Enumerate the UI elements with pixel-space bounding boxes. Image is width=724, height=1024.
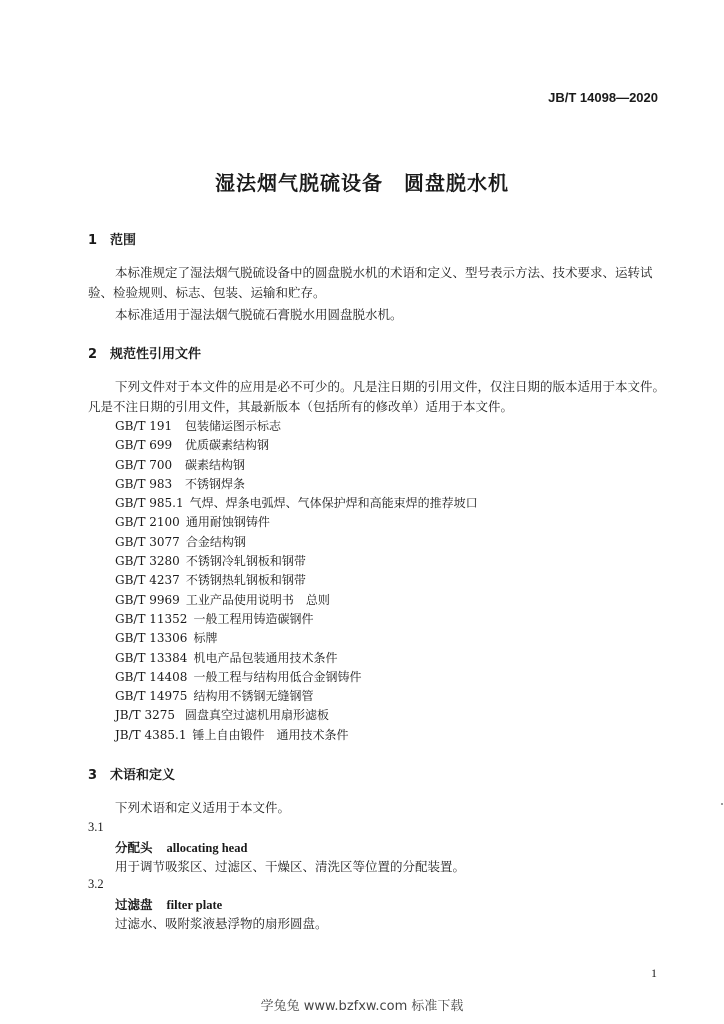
term-definition: 过滤水、吸附浆液悬浮物的扇形圆盘。: [115, 916, 328, 931]
reference-title: 气焊、焊条电弧焊、气体保护焊和高能束焊的推荐坡口: [189, 496, 478, 511]
reference-title: 工业产品使用说明书 总则: [185, 592, 330, 607]
reference-code: GB/T 11352: [115, 611, 188, 626]
term-english: allocating head: [166, 841, 248, 855]
reference-title: 合金结构钢: [185, 534, 246, 549]
reference-item: [115, 668, 478, 687]
reference-title: 优质碳素结构钢: [185, 438, 270, 453]
reference-item: [115, 417, 478, 436]
section-3-heading: [88, 764, 175, 783]
reference-item: [115, 571, 478, 590]
reference-code: GB/T 4237: [115, 573, 180, 588]
term-entry: [115, 895, 222, 913]
reference-code: GB/T 985.1: [115, 496, 184, 511]
document-title: 湿法烟气脱硫设备 圆盘脱水机: [215, 171, 509, 195]
term-number: 3.2: [88, 877, 104, 891]
reference-item: [115, 475, 478, 494]
reference-title: 锤上自由锻件 通用技术条件: [192, 727, 349, 742]
reference-code: GB/T 3280: [115, 554, 180, 569]
term-entry: [115, 838, 247, 856]
section-1-heading: [88, 229, 136, 248]
reference-code: GB/T 13384: [115, 650, 188, 665]
reference-title: 不锈钢焊条: [185, 476, 246, 491]
reference-code: GB/T 14975: [115, 689, 188, 704]
section-title: 规范性引用文件: [110, 347, 202, 362]
reference-code: GB/T 13306: [115, 631, 188, 646]
reference-item: [115, 456, 478, 475]
section-number: 2: [88, 347, 98, 362]
term-english: filter plate: [166, 898, 223, 912]
reference-title: 包装储运图示标志: [185, 419, 282, 433]
scan-speck: [721, 803, 723, 805]
reference-code: GB/T 699: [115, 438, 173, 453]
reference-item: [115, 513, 478, 532]
reference-code: GB/T 9969: [115, 592, 180, 607]
reference-code: GB/T 14408: [115, 669, 188, 684]
reference-title: 圆盘真空过滤机用扇形滤板: [185, 708, 330, 723]
reference-code: JB/T 3275: [115, 708, 176, 723]
reference-code: GB/T 700: [115, 457, 173, 472]
section-number: 3: [88, 768, 98, 783]
term-chinese: 过滤盘: [115, 897, 153, 912]
section-1-paragraph-1: 本标准规定了湿法烟气脱硫设备中的圆盘脱水机的术语和定义、型号表示方法、技术要求、运转试验、检验规则、标志、包装、运输和贮存。: [88, 265, 653, 300]
reference-item: [115, 610, 478, 629]
reference-item: [115, 649, 478, 668]
reference-code: GB/T 2100: [115, 515, 180, 530]
reference-item: [115, 533, 478, 552]
normative-references-list: [115, 417, 478, 745]
reference-item: [115, 706, 478, 725]
reference-code: JB/T 4385.1: [115, 727, 187, 742]
reference-title: 一般工程用铸造碳钢件: [193, 611, 314, 626]
reference-item: [115, 436, 478, 455]
section-title: 范围: [110, 233, 137, 248]
reference-item: [115, 591, 478, 610]
reference-item: [115, 629, 478, 648]
reference-code: GB/T 191: [115, 419, 173, 433]
section-2-heading: [88, 343, 201, 362]
reference-title: 碳素结构钢: [185, 457, 246, 472]
reference-title: 不锈钢冷轧钢板和钢带: [185, 554, 306, 569]
download-watermark: 学兔兔 www.bzfxw.com 标准下载: [260, 999, 464, 1014]
term-number: 3.1: [88, 820, 104, 834]
term-definition: 用于调节吸浆区、过滤区、干燥区、清洗区等位置的分配装置。: [115, 859, 466, 874]
reference-title: 结构用不锈钢无缝钢管: [193, 689, 314, 704]
reference-code: GB/T 983: [115, 476, 173, 491]
section-title: 术语和定义: [110, 768, 176, 783]
section-3-intro: 下列术语和定义适用于本文件。: [115, 800, 291, 815]
reference-item: [115, 494, 478, 513]
standard-number: JB/T 14098—2020: [548, 90, 658, 105]
reference-title: 机电产品包装通用技术条件: [193, 650, 338, 665]
reference-item: [115, 552, 478, 571]
reference-code: GB/T 3077: [115, 534, 180, 549]
reference-item: [115, 687, 478, 706]
reference-title: 一般工程与结构用低合金钢铸件: [193, 669, 362, 684]
reference-title: 不锈钢热轧钢板和钢带: [185, 573, 306, 588]
term-chinese: 分配头: [115, 840, 153, 855]
section-number: 1: [88, 233, 98, 248]
reference-title: 通用耐蚀钢铸件: [185, 515, 270, 530]
page-number: 1: [651, 966, 657, 980]
section-2-intro: 下列文件对于本文件的应用是必不可少的。凡是注日期的引用文件，仅注日期的版本适用于本文件。凡是不注日期的引用文件，其最新版本（包括所有的修改单）适用于本文件。: [88, 379, 666, 414]
reference-title: 标牌: [193, 631, 218, 646]
section-1-paragraph-2: 本标准适用于湿法烟气脱硫石膏脱水用圆盘脱水机。: [115, 307, 403, 322]
reference-item: [115, 726, 478, 745]
